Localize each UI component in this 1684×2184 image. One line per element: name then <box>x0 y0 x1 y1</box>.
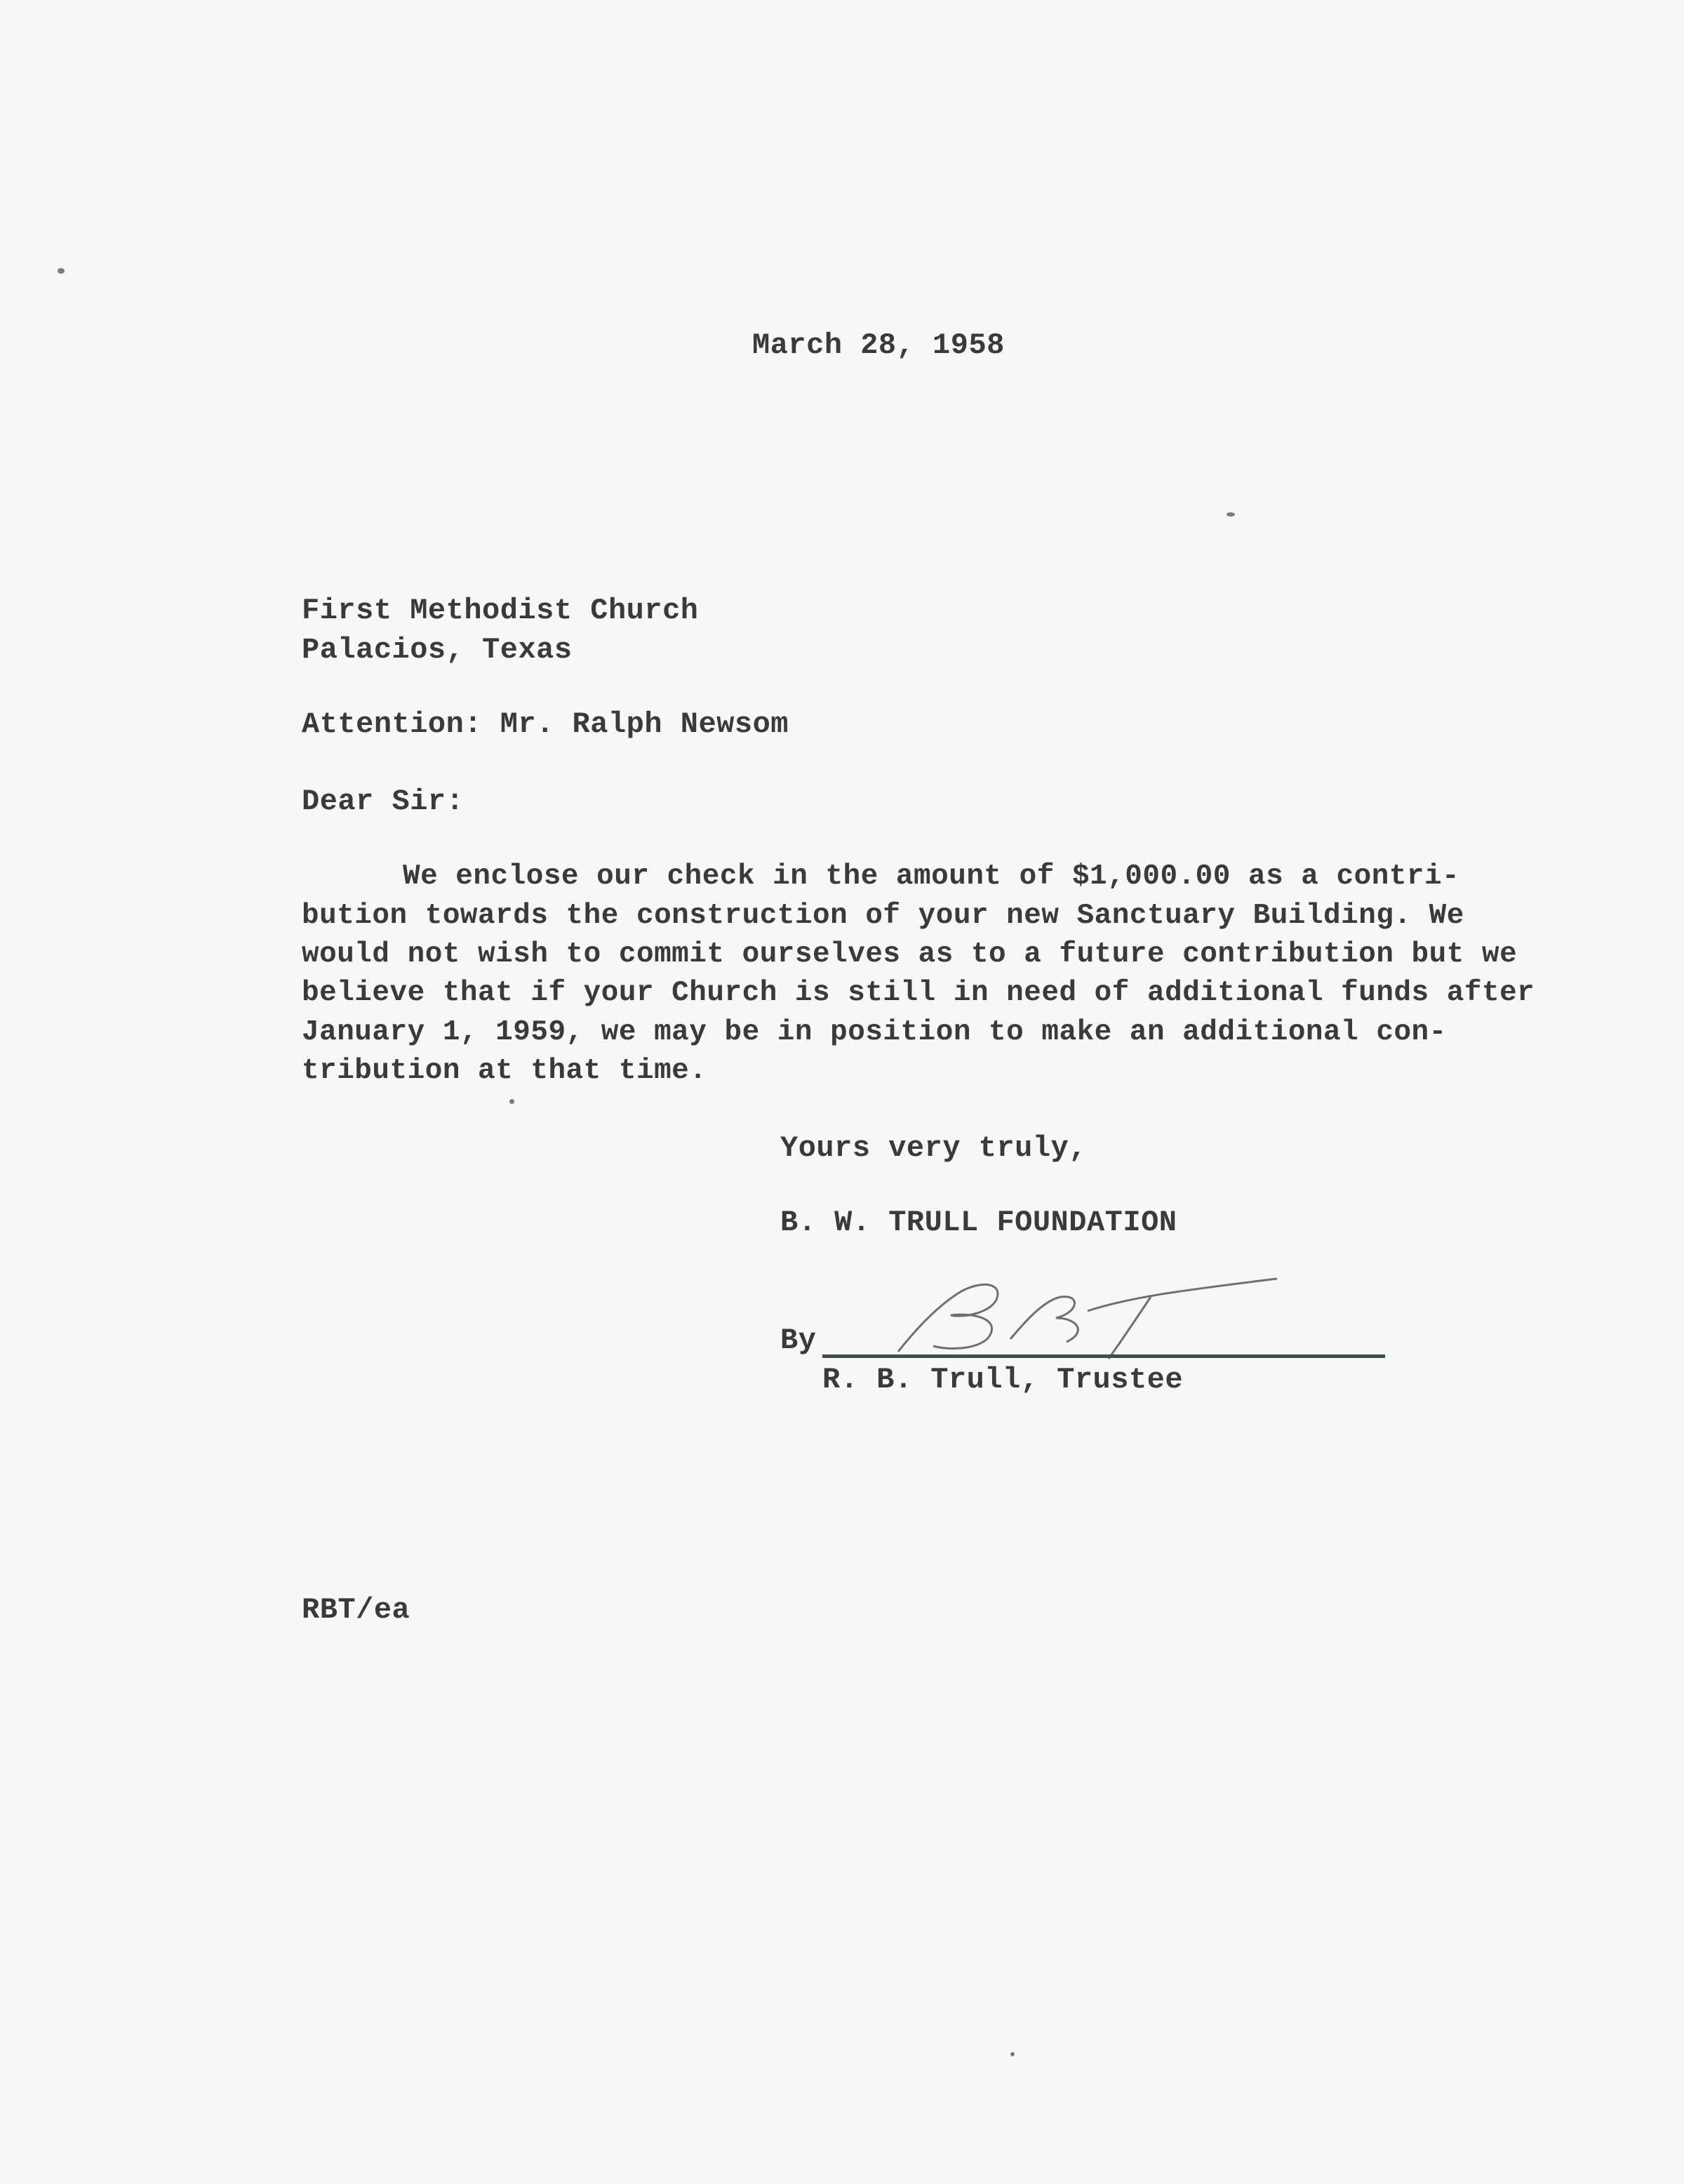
signer-name: R. B. Trull, Trustee <box>822 1363 1184 1397</box>
letter-date: March 28, 1958 <box>752 328 1005 362</box>
recipient-location: Palacios, Texas <box>302 633 573 667</box>
paper-speck <box>1010 2052 1015 2056</box>
reference-initials: RBT/ea <box>302 1593 410 1627</box>
paper-speck <box>1227 512 1235 517</box>
paper-speck <box>509 1099 514 1104</box>
attention-line: Attention: Mr. Ralph Newsom <box>302 707 789 741</box>
organization-name: B. W. TRULL FOUNDATION <box>780 1206 1177 1239</box>
body-line: bution towards the construction of your new Sanctuary Building. We <box>302 900 1464 932</box>
closing: Yours very truly, <box>780 1131 1087 1165</box>
recipient-name: First Methodist Church <box>302 594 699 627</box>
handwritten-signature <box>877 1269 1284 1360</box>
body-line: believe that if your Church is still in need of additional funds after <box>302 977 1535 1009</box>
body-line: January 1, 1959, we may be in position to make an additional con- <box>302 1016 1447 1048</box>
by-label: By <box>780 1324 817 1357</box>
body-line: We enclose our check in the amount of $1,000.00 as a contri- <box>403 860 1460 893</box>
salutation: Dear Sir: <box>302 785 465 818</box>
body-line: tribution at that time. <box>302 1055 707 1087</box>
paper-speck <box>58 268 65 274</box>
body-line: would not wish to commit ourselves as to a future contribution but we <box>302 938 1518 971</box>
signature-line <box>822 1354 1385 1358</box>
